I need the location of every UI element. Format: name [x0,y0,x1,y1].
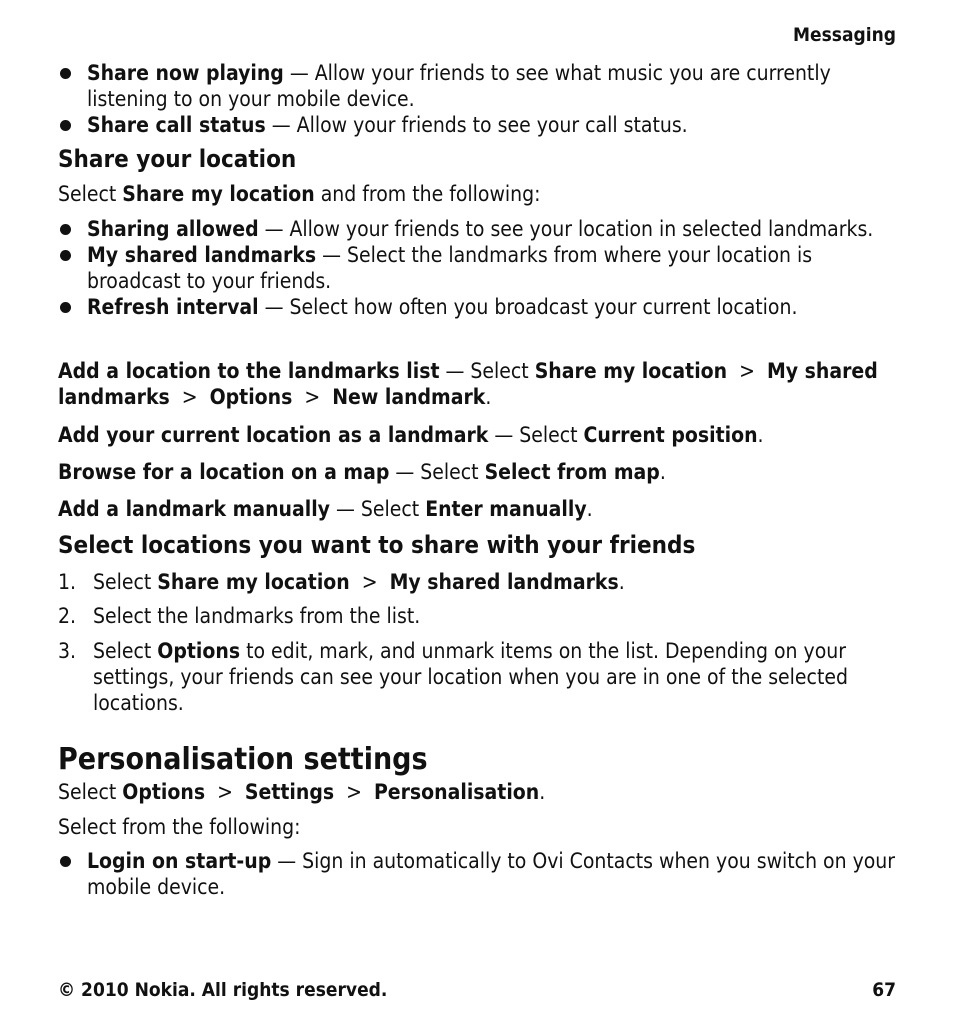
steps-list [58,603,896,629]
step-text: . [618,570,625,594]
sentence-end: . [485,385,492,409]
menu-option: Share my location [157,570,350,594]
menu-option: Options [122,780,206,804]
bullet-text: — Allow your friends to see your location in selected landmarks. [258,217,874,241]
bullet-text: — Allow your friends to see what music you are currently listening to on your mobile device. [87,61,831,111]
list-item [58,848,896,900]
path-separator: > [292,385,333,409]
menu-option: Options [209,385,293,409]
list-item [58,60,896,112]
bullet-icon [60,250,71,261]
menu-option: Settings [244,780,335,804]
bullet-term: My shared landmarks [87,243,317,267]
menu-option: Share my location [122,182,315,206]
task-label: Add a landmark manually [58,497,330,521]
step-text: to edit, mark, and unmark items on the list. Depending on your settings, your friends can see your location when you are in one of the selected locations. [93,639,848,715]
path-separator: > [727,359,767,383]
bullet-text: — Select how often you broadcast your current location. [258,295,798,319]
bullet-icon [60,302,71,313]
bullet-term: Share now playing [87,61,284,85]
location-bullet-list [58,216,896,320]
bullet-text: — Sign in automatically to Ovi Contacts when you switch on your mobile device. [87,849,896,899]
step-text: Select [93,639,158,663]
menu-option: Personalisation [373,780,540,804]
section-heading-personalisation: Personalisation settings [58,742,428,777]
personalisation-path [58,779,896,805]
copyright-notice: © 2010 Nokia. All rights reserved. [58,979,388,1001]
bullet-icon [60,224,71,235]
step-text: Select the landmarks from the list. [93,604,421,628]
steps-list [58,569,896,595]
section-heading-share-location: Share your location [58,145,297,173]
sentence-end: . [757,423,764,447]
bullet-text: — Select the landmarks from where your location is broadcast to your friends. [87,243,813,293]
menu-option: Options [157,639,241,663]
path-separator: > [349,570,390,594]
location-intro [58,181,896,207]
task-add-current-location [58,422,896,448]
path-separator: > [169,385,210,409]
path-separator: > [334,780,374,804]
running-head: Messaging [793,24,896,46]
list-item [58,294,896,320]
step-text: Select [93,570,158,594]
sentence-end: . [659,460,666,484]
menu-option: Share my location [534,359,728,383]
menu-option: My shared landmarks [389,570,619,594]
task-dash: — Select [439,359,535,383]
menu-option: My shared landmarks [58,359,878,409]
top-bullet-list [58,60,896,138]
task-dash: — Select [389,460,485,484]
bullet-term: Login on start-up [87,849,272,873]
task-dash: — Select [488,423,584,447]
task-label: Add a location to the landmarks list [58,359,440,383]
task-add-location-to-list [58,358,896,410]
page-footer [58,979,896,1001]
task-label: Add your current location as a landmark [58,423,489,447]
list-item [58,216,896,242]
task-add-manually [58,496,896,522]
list-item [58,112,896,138]
intro-text: Select [58,182,123,206]
step-number: 1. [58,570,77,594]
menu-option: Enter manually [425,497,587,521]
bullet-icon [60,120,71,131]
personalisation-intro: Select from the following: [58,815,301,839]
task-label: Browse for a location on a map [58,460,390,484]
menu-option: New landmark [332,385,486,409]
section-heading-select-locations: Select locations you want to share with your friends [58,531,696,559]
menu-option: Select from map [484,460,660,484]
step-item [58,603,896,629]
bullet-text: — Allow your friends to see your call status. [265,113,688,137]
step-item [58,638,896,716]
menu-option: Current position [583,423,758,447]
step-number: 2. [58,604,77,628]
task-dash: — Select [330,497,426,521]
list-item [58,242,896,294]
step-item [58,569,896,595]
sentence-end: . [539,780,546,804]
bullet-term: Share call status [87,113,266,137]
steps-list [58,638,896,716]
intro-text: and from the following: [314,182,541,206]
bullet-term: Refresh interval [87,295,259,319]
task-browse-map [58,459,896,485]
step-number: 3. [58,639,77,663]
bullet-icon [60,856,71,867]
bullet-icon [60,68,71,79]
bullet-term: Sharing allowed [87,217,259,241]
path-text: Select [58,780,123,804]
sentence-end: . [586,497,593,521]
path-separator: > [205,780,245,804]
page-number: 67 [872,979,896,1001]
personalisation-bullet-list [58,848,896,900]
